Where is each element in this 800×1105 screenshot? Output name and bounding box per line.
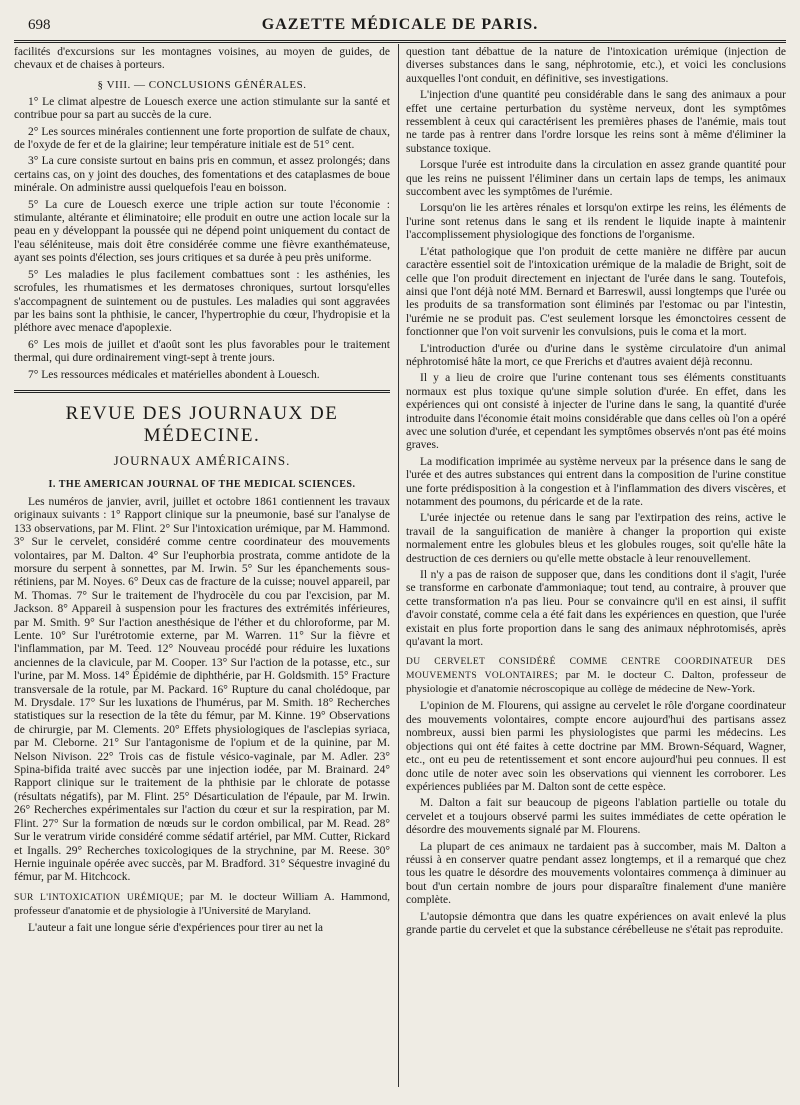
article2-heading [406, 655, 786, 696]
paragraph: L'autopsie démontra que dans les quatre expériences on avait enlevé la plus grande partie du cervelet et que la substance cérébelleuse ne s'était pas reproduite. [406, 910, 786, 936]
conclusion-5: 5° Les maladies le plus facilement combattues sont : les asthénies, les scrofules, les rhumatismes et les dermatoses chroniques, surtout lorsqu'elles s'accompagnent de suintement ou de pustules. Les maladies qui sont aggravées par les bains sont la phthisie, le cancer, l'hypertrophie du cœur, l'hydropisie et la pléthore avec menace d'apoplexie. [14, 268, 390, 335]
paragraph: La modification imprimée au système nerveux par la présence dans le sang de l'urée et des autres substances qui entrent dans la composition de l'urine constitue une forte prédisposition à la congestion et à l'inflammation des divers viscères, et notamment des poumons, du péricarde et de la rate. [406, 455, 786, 508]
article-heading [14, 891, 390, 918]
conclusion-3: 3° La cure consiste surtout en bains pris en commun, et assez prolongés; dans certains cas, on y joint des douches, des fomentations et des cataplasmes de boue minérale. On administre aussi quelquefois l'eau en boisson. [14, 155, 390, 195]
article2-byline: ; par M. le docteur C. Dalton, professeur de physiologie et d'anatomie nécroscopique au collège de médecine de New-York. [406, 669, 786, 696]
paragraph: question tant débattue de la nature de l'intoxication urémique (injection de diverses substances dans le sang, néphrotomie, etc.), et voici les conclusions auxquelles l'ont conduit, en définitive, ses investigations. [406, 46, 786, 85]
paragraph: L'état pathologique que l'on produit de cette manière ne diffère par aucun caractère essentiel soit de l'intoxication urémique de la maladie de Bright, soit de celle que l'on produit directement en injectant de l'urée dans le sang. Toutefois, ainsi que l'ont déjà noté MM. Bernard et Barreswil, aussi longtemps que l'urée ou les produits de sa transformation sont éliminés par l'estomac ou par l'intestin, l'urémie ne se produit pas. C'est seulement lorsque les émonctoires cessent de fonctionner que l'on voit survenir les convulsions, puis le coma et la mort. [406, 245, 786, 339]
article-start: L'auteur a fait une longue série d'expériences pour tirer au net la [28, 921, 324, 934]
paragraph: L'injection d'une quantité peu considérable dans le sang des animaux a pour effet une certaine perturbation du système nerveux, dont les symptômes ressemblent à ceux qui caractérisent les premières phases de l'anémie, mais tout ne tarde pas à rentrer dans l'ordre lorsque les reins sont à même d'éliminer la substance toxique. [406, 89, 786, 155]
paragraph: La plupart de ces animaux ne tardaient pas à succomber, mais M. Dalton a réussi à en conserver quatre pendant assez longtemps, et il a remarqué que chez tous les quatre le désordre des mouvements volontaires commença à diminuer au bout d'un certain nombre de jours pour disparaître finalement d'une manière complète. [406, 840, 786, 907]
paragraph: L'urée injectée ou retenue dans le sang par l'extirpation des reins, active le travail de la sanguification de manière à changer la proportion qui existe normalement entre les globules bleus et les globules rouges, soit qu'elle hâte la destruction de ces derniers ou qu'elle mette obstacle à leur renouvellement. [406, 512, 786, 565]
revue-subtitle: JOURNAUX AMÉRICAINS. [113, 452, 291, 468]
left-column [14, 46, 390, 1091]
page-header [14, 16, 786, 43]
column-divider [398, 44, 399, 1087]
conclusion-7: 7° Les ressources médicales et matérielles abondent à Louesch. [28, 368, 320, 381]
conclusion-1: 1° Le climat alpestre de Louesch exerce une action stimulante sur la santé et contribue pour sa part au succès de la cure. [14, 95, 390, 122]
paragraph: L'opinion de M. Flourens, qui assigne au cervelet le rôle d'organe coordinateur des mouvements volontaires, compte encore aujourd'hui des partisans assez nombreux, aussi bien parmi les physiologistes que parmi les médecins. Les objections qui ont été faites à cette doctrine par MM. Brown-Séquard, Wagner, etc., ont eu peu de retentissement et sont encore aujourd'hui peu connues. Il est donc utile de noter avec soin les observations qui viennent les corroborer. Les expériences publiées par M. Dalton sont de cette espèce. [406, 700, 786, 793]
article-label: SUR L'INTOXICATION URÉMIQUE [14, 892, 181, 903]
intro-paragraph: facilités d'excursions sur les montagnes voisines, au moyen de guides, de chevaux et de chaises à porteurs. [14, 46, 390, 72]
conclusion-4: 5° La cure de Louesch exerce une triple action sur toute l'économie : stimulante, altérante et éliminatoire; elle produit en outre une action locale sur la peau en y développant la poussée qui ne dépend point uniquement du contact de l'eau séléniteuse, mais doit être considérée comme une fièvre exanthémateuse, ayant ses points d'élection, ses jours critiques et sa durée à peu près uniforme. [14, 198, 390, 265]
page-number: 698 [28, 17, 51, 33]
journal-heading: I. THE AMERICAN JOURNAL OF THE MEDICAL SCIENCES. [48, 478, 356, 490]
revue-title: REVUE DES JOURNAUX DE MÉDECINE. [65, 402, 339, 446]
paragraph: Il n'y a pas de raison de supposer que, dans les conditions dont il s'agit, l'urée se transforme en carbonate d'ammoniaque; tout tend, au contraire, à prouver que cette transformation n'a pas lieu. Pour se convaincre qu'il en est ainsi, il suffit d'avoir constaté, comme cela a été fait dans les expériences en question, que l'urée existait en plus forte proportion dans le sang des animaux néphrotomisés, après qu'avant la mort. [406, 569, 786, 649]
right-column [406, 46, 786, 1091]
journal-title: GAZETTE MÉDICALE DE PARIS. [261, 16, 539, 33]
paragraph: Il y a lieu de croire que l'urine contenant tous ses éléments constituants normaux est plus toxique qu'une simple solution d'urée. En effet, dans les expériences qui ont consisté à injecter de l'urine dans le sang, la quantité d'urée introduite dans l'économie était moins considérable que dans celles où l'on a opéré avec une solution d'urée, et cependant les symptômes observés n'ont pas été moins graves. [406, 372, 786, 452]
paragraph: L'introduction d'urée ou d'urine dans le système circulatoire d'un animal néphrotomisé hâte la mort, ce que Frerichs et d'autres avaient déjà reconnu. [406, 342, 786, 368]
paragraph: Lorsque l'urée est introduite dans la circulation en assez grande quantité pour que les reins ne puissent l'éliminer dans un certain laps de temps, les animaux succombent avec les symptômes de l'urémie. [406, 159, 786, 199]
conclusion-6: 6° Les mois de juillet et d'août sont les plus favorables pour le traitement thermal, qui dure ordinairement vingt-sept à trente jours. [14, 338, 390, 365]
section-rule [14, 390, 390, 393]
article-byline: ; par M. le docteur William A. Hammond, professeur d'anatomie et de physiologie à l'Université de Maryland. [14, 890, 390, 917]
paragraph: M. Dalton a fait sur beaucoup de pigeons l'ablation partielle ou totale du cervelet et a toujours observé parmi les suites immédiates de cette opération le désordre des mouvements signalé par M. Flourens. [406, 797, 786, 837]
journal-summary: Les numéros de janvier, avril, juillet et octobre 1861 contiennent les travaux originaux suivants : 1° Rapport clinique sur la pneumonie, basé sur l'analyse de 133 observations, par M. Flint. 2° Sur l'intoxication urémique, par M. Hammond. 3° Sur le cervelet, considéré comme centre coordinateur des mouvements volontaires, par M. Dalton. 4° Sur l'euphorbia prostrata, comme antidote de la morsure du serpent à sonnettes, par M. Irwin. 5° Sur les épanchements sous-rétiniens, par M. Noyes. 6° Deux cas de fracture de la cuisse; nouvel appareil, par M. Thomas. 7° Sur le traitement de l'hydrocèle du cou par l'excision, par M. Jackson. 8° Appareil à suspension pour les fractures des extrémités inférieures, par M. Smith. 9° Sur l'action anesthésique de l'éther et du chloroforme, par M. Lente. 10° Sur l'urétrotomie externe, par M. Warren. 11° Sur la fièvre et l'inflammation, par M. Teed. 12° Nouveau procédé pour réduire les luxations anciennes de la clavicule, par M. Cooper. 13° Sur l'action de la potasse, etc., sur l'urine, par M. Moss. 14° Épidémie de diphthérie, par H. Goldsmith. 15° Fracture transversale de la rotule, par M. Packard. 16° Rupture du canal cholédoque, par M. Drysdale. 17° Sur les luxations de l'humérus, par M. Smith. 18° Recherches statistiques sur la resection de la tête du fémur, par M. Kinne. 19° Observations de chirurgie, par M. Clements. 20° Effets physiologiques de l'asclepias syriaca, par M. Cleborne. 21° Sur l'antagonisme de l'opium et de la quinine, par M. Nelson Nivison. 22° Trois cas de fistule vésico-vaginale, par M. Adler. 23° Spina-bifida traité avec succès par une injection iodée, par M. Brainard. 24° Rapport clinique sur le traitement de la phthisie par le chlorate de potasse (résultats négatifs), par M. Flint. 25° Désarticulation de l'épaule, par M. Irwin. 26° Recherches expérimentales sur l'action du cœur et sur la respiration, par M. Flint. 27° Sur la formation de nœuds sur le cordon ombilical, par M. Read. 28° Sur le veratrum viride considéré comme sédatif artériel, par MM. Cutter, Rickard et Ingalls. 29° Recherches toxicologiques de la strychnine, par M. Reese. 30° Hernie inguinale opérée avec succès, par M. Bradford. 31° Séquestre invaginé du fémur, par M. Hitchcock. [14, 495, 390, 884]
conclusion-2: 2° Les sources minérales contiennent une forte proportion de sulfate de chaux, de l'oxyde de fer et de la glairine; leur température initiale est de 51° cent. [14, 125, 390, 152]
section-heading: § VIII. — CONCLUSIONS GÉNÉRALES. [97, 78, 307, 91]
article2-label: DU CERVELET CONSIDÉRÉ COMME CENTRE COORDINATEUR DES MOUVEMENTS VOLONTAIRES [406, 657, 786, 682]
paragraph: Lorsqu'on lie les artères rénales et lorsqu'on extirpe les reins, les éléments de l'urine sont retenus dans le sang et ils rendent le liquide inapte à maintenir l'accomplissement physiologique des fonctions de l'organisme. [406, 202, 786, 242]
